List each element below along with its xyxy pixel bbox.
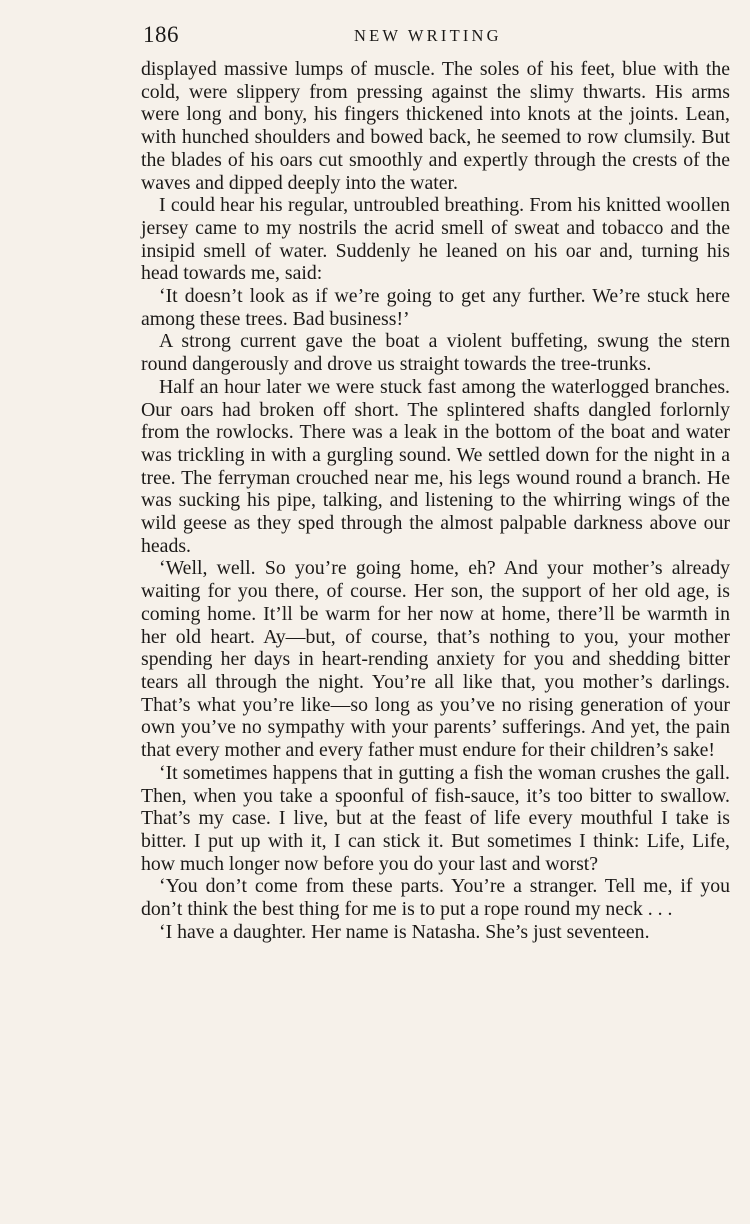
paragraph: ‘It sometimes happens that in gutting a fish the woman crushes the gall. Then, when you take a spoonful of fish-sauce, it’s too bitter to swallow. That’s my case. I live, but at the feast of life every mouthful I take is bitter. I put up with it, I can stick it. But sometimes I think: Life, Life, how much longer now before you do your last and worst? — [141, 761, 730, 875]
paragraph: ‘Well, well. So you’re going home, eh? And your mother’s already waiting for you there, of course. Her son, the support of her old age, is coming home. It’ll be warm for her now at home, there’ll be warmth in her old heart. Ay—but, of course, that’s nothing to you, your mother spending her days in heart-rending anxiety for you and shedding bitter tears all through the night. You’re all like that, you mother’s darlings. That’s what you’re like—so long as you’ve no rising generation of your own you’ve no sympathy with your parents’ sufferings. And yet, the pain that every mother and every father must endure for their children’s sake! — [141, 557, 730, 762]
page-header — [143, 18, 728, 48]
body-text — [141, 58, 730, 943]
paragraph: ‘You don’t come from these parts. You’re a stranger. Tell me, if you don’t think the best thing for me is to put a rope round my neck . . . — [141, 875, 730, 921]
paragraph: Half an hour later we were stuck fast among the waterlogged branches. Our oars had broken off short. The splintered shafts dangled forlornly from the rowlocks. There was a leak in the bottom of the boat and water was trickling in with a gurgling sound. We settled down for the night in a tree. The ferryman crouched near me, his legs wound round a branch. He was sucking his pipe, talking, and listening to the whirring wings of the wild geese as they sped through the almost palpable darkness above our heads. — [141, 375, 730, 557]
paragraph: ‘It doesn’t look as if we’re going to get any further. We’re stuck here among these trees. Bad business!’ — [141, 285, 730, 330]
page-number: 186 — [143, 22, 179, 47]
paragraph: displayed massive lumps of muscle. The soles of his feet, blue with the cold, were slippery from pressing against the slimy thwarts. His arms were long and bony, his fingers thickened into knots at the joints. Lean, with hunched shoulders and bowed back, he seemed to row clumsily. But the blades of his oars cut smoothly and expertly through the crests of the waves and dipped deeply into the water. — [141, 58, 730, 194]
paragraph: A strong current gave the boat a violent buffeting, swung the stern round dangerously and drove us straight towards the tree-trunks. — [141, 330, 730, 376]
paragraph: I could hear his regular, untroubled breathing. From his knitted woollen jersey came to my nostrils the acrid smell of sweat and tobacco and the insipid smell of water. Suddenly he leaned on his oar and, turning his head towards me, said: — [141, 194, 730, 285]
running-head: NEW WRITING — [354, 26, 502, 45]
paragraph: ‘I have a daughter. Her name is Natasha. She’s just seventeen. — [159, 920, 650, 943]
